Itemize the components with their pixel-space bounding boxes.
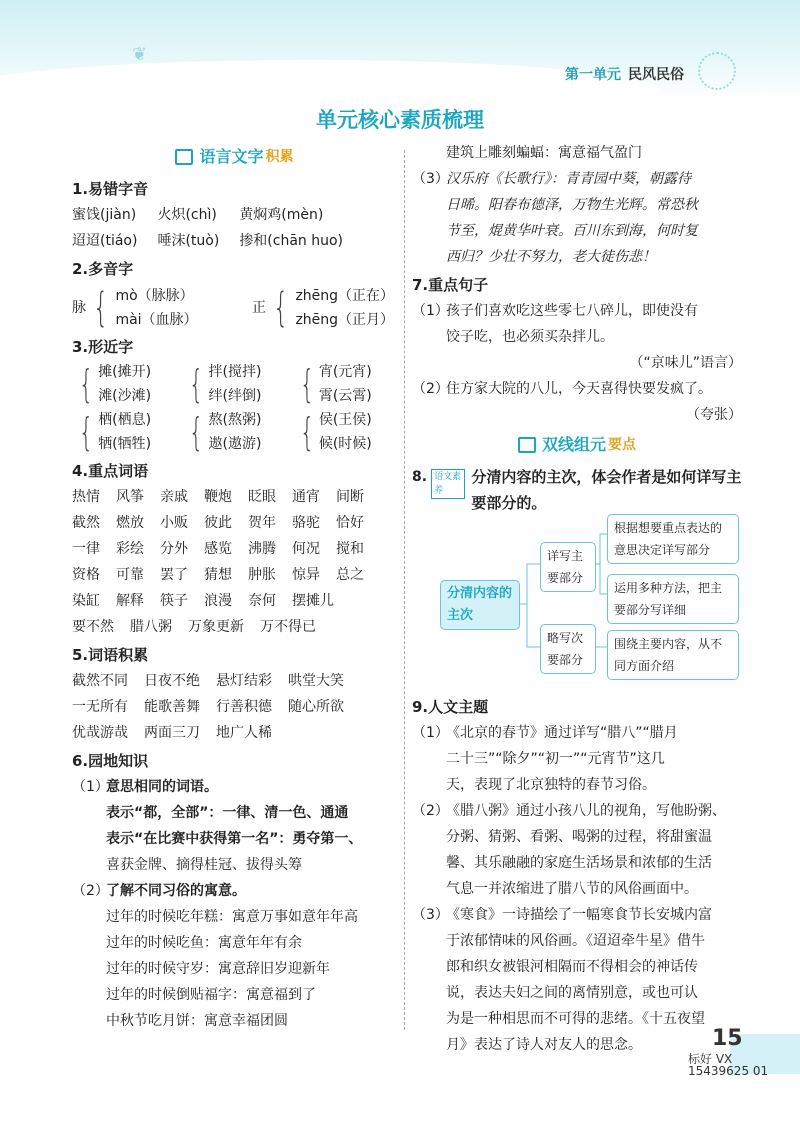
list-item: 霄(云霄) [318, 388, 372, 404]
text-line: 住方家大院的八儿，今天喜得快要发疯了。 [446, 381, 712, 397]
item-title: 意思相同的词语。 [106, 779, 218, 795]
list-item: 搅和 [336, 541, 364, 557]
list-item: 截然 [72, 515, 100, 531]
list-item: 筷子 [160, 593, 188, 609]
note: （夸张） [686, 407, 742, 423]
column-divider [404, 150, 405, 1030]
heading-7: 7.重点句子 [412, 276, 489, 294]
heading-4: 4.重点词语 [72, 462, 149, 480]
list-item: 惊异 [292, 567, 320, 583]
text-line: 为是一种相思而不可得的悲绪。《十五夜望 [446, 1011, 705, 1027]
butterfly-icon: ❦ [132, 44, 148, 65]
brace-icon: { [189, 362, 204, 406]
text-line: 分粥、猜粥、看粥、喝粥的过程，将甜蜜温 [446, 829, 712, 845]
section-header-dual [412, 430, 742, 460]
list-item: 万象更新 [188, 619, 244, 635]
garden-item-2 [72, 878, 397, 904]
list-item: 一无所有 [72, 699, 128, 715]
text-line: 过年的时候吃鱼：寓意年年有余 [106, 935, 302, 951]
list-item: 摊(摊开) [98, 364, 152, 380]
polyphone-reading: mò（脉脉） [115, 288, 194, 304]
edit-icon [518, 437, 536, 453]
watermark: 标好 VX [688, 1052, 733, 1066]
heading-1: 1.易错字音 [72, 180, 149, 198]
note: （“京味儿”语言） [629, 355, 742, 371]
polyphone-row [72, 284, 397, 332]
brace-icon: { [299, 410, 315, 454]
text-line: 西归？少壮不努力，老大徒伤悲！ [446, 249, 656, 265]
list-item: 日夜不绝 [144, 673, 200, 689]
list-item: 彼此 [204, 515, 232, 531]
list-item: 通宵 [292, 489, 320, 505]
text-line: 月》表达了诗人对友人的思念。 [446, 1037, 642, 1053]
polyphone-char: 脉 [72, 300, 86, 316]
list-item: 绊(绊倒) [208, 388, 262, 404]
brace-icon: { [78, 410, 94, 454]
similar-chars-grid [72, 360, 397, 456]
brace-icon: { [299, 362, 315, 406]
list-item: 悬灯结彩 [216, 673, 272, 689]
idioms-grid [72, 668, 397, 746]
text-line: 节至，焜黄华叶衰。百川东到海，何时复 [446, 223, 698, 239]
unit-name: 民风民俗 [628, 67, 684, 83]
text-line: 《寒食》一诗描绘了一幅寒食节长安城内富 [446, 907, 712, 923]
heading-6: 6.园地知识 [72, 752, 149, 770]
list-item: 侯(王侯) [318, 412, 372, 428]
list-item: 浪漫 [204, 593, 232, 609]
list-item: 燃放 [116, 515, 144, 531]
item-number: （2） [412, 803, 449, 819]
list-item: 栖(栖息) [98, 412, 152, 428]
heading-2: 2.多音字 [72, 260, 134, 278]
item-number: （1） [412, 303, 449, 319]
item-number: （1） [412, 725, 449, 741]
text-line: 喜获金牌、摘得桂冠、拔得头筹 [106, 857, 302, 873]
folder-icon [175, 149, 193, 165]
section-header-language [72, 142, 397, 172]
right-column [412, 140, 742, 1058]
watermark: 15439625 01 [688, 1064, 769, 1078]
section-title: 语言文字 [199, 147, 264, 166]
list-item: 奈何 [248, 593, 276, 609]
text-line: 郎和织女被银河相隔而不得相会的神话传 [446, 959, 698, 975]
sentence-2 [412, 376, 742, 402]
list-item: 摆摊儿 [292, 593, 334, 609]
item-number: （3） [412, 171, 449, 187]
similar-char-group [182, 360, 286, 408]
theme-3 [412, 902, 742, 928]
similar-char-group [293, 408, 397, 456]
list-item: 掺和(chān huo) [239, 233, 344, 249]
text-line: 二十三”“除夕”“初一”“元宵节”这几 [446, 751, 665, 767]
similar-char-group [293, 360, 397, 408]
list-item: 哄堂大笑 [288, 673, 344, 689]
list-item: 恰好 [336, 515, 364, 531]
list-item: 解释 [116, 593, 144, 609]
heading-9: 9.人文主题 [412, 698, 489, 716]
heading-3: 3.形近字 [72, 338, 134, 356]
list-item: 优哉游哉 [72, 725, 128, 741]
list-item: 候(时候) [318, 436, 372, 452]
list-item: 腊八粥 [130, 619, 172, 635]
list-item: 亲戚 [160, 489, 188, 505]
list-item: 能歌善舞 [144, 699, 200, 715]
list-item: 染缸 [72, 593, 100, 609]
item-title: 了解不同习俗的寓意。 [106, 883, 246, 899]
list-item: 风筝 [116, 489, 144, 505]
mind-map-branch: 详写主要部分 [540, 542, 596, 592]
text-line: 过年的时候倒贴福字：寓意福到了 [106, 987, 316, 1003]
polyphone-group [252, 284, 394, 332]
pronunciation-list [72, 202, 397, 254]
list-item: 何况 [292, 541, 320, 557]
theme-1 [412, 720, 742, 746]
list-item: 宵(元宵) [318, 364, 372, 380]
text-line: 过年的时候守岁：寓意辞旧岁迎新年 [106, 961, 330, 977]
page-title: 单元核心素质梳理 [316, 108, 484, 132]
question-title: 分清内容的主次，体会作者是如何详写主要部分的。 [471, 468, 742, 512]
list-item: 截然不同 [72, 673, 128, 689]
list-item: 贺年 [248, 515, 276, 531]
text-line: 过年的时候吃年糕：寓意万事如意年年高 [106, 909, 358, 925]
polyphone-group [72, 284, 252, 332]
list-item: 总之 [336, 567, 364, 583]
polyphone-reading: zhēng（正在） [295, 288, 395, 304]
list-item: 迢迢(tiáo) [72, 233, 138, 249]
list-item: 火炽(chì) [157, 207, 217, 223]
theme-2 [412, 798, 742, 824]
list-item: 可靠 [116, 567, 144, 583]
section-title: 双线组元 [541, 435, 606, 454]
mind-map-leaf: 围绕主要内容，从不同方面介绍 [607, 630, 739, 680]
item-number: （2） [412, 381, 449, 397]
list-item: 滩(沙滩) [98, 388, 152, 404]
list-item: 行善积德 [216, 699, 272, 715]
text-line: 于浓郁情味的风俗画。《迢迢牵牛星》借牛 [446, 933, 705, 949]
text-line: 说，表达夫妇之间的离情别意，或也可认 [446, 985, 698, 1001]
text-line: 表示“都，全部”：一律、清一色、通通 [106, 805, 349, 821]
item-number: （2） [72, 883, 109, 899]
list-item: 间断 [336, 489, 364, 505]
question-8 [412, 464, 742, 516]
list-item: 资格 [72, 567, 100, 583]
mind-map-leaf: 运用多种方法，把主要部分写详细 [607, 574, 739, 624]
garden-item-3 [412, 166, 742, 192]
list-item: 热情 [72, 489, 100, 505]
text-line: 中秋节吃月饼：寓意幸福团圆 [106, 1013, 288, 1029]
list-item: 猜想 [204, 567, 232, 583]
list-item: 分外 [160, 541, 188, 557]
polyphone-reading: zhēng（正月） [295, 312, 395, 328]
mind-map-branch: 略写次要部分 [540, 624, 596, 674]
similar-char-group [72, 408, 176, 456]
mind-map [412, 522, 742, 692]
brace-icon: { [93, 285, 109, 331]
text-line: 《腊八粥》通过小孩八儿的视角，写他盼粥、 [446, 803, 726, 819]
text-line: 天，表现了北京独特的春节习俗。 [446, 777, 656, 793]
list-item: 罢了 [160, 567, 188, 583]
list-item: 骆驼 [292, 515, 320, 531]
list-item: 小贩 [160, 515, 188, 531]
list-item: 蜜饯(jiàn) [72, 207, 137, 223]
list-item: 唾沫(tuò) [157, 233, 220, 249]
list-item: 要不然 [72, 619, 114, 635]
text-line: 表示“在比赛中获得第一名”：勇夺第一、 [106, 831, 363, 847]
list-item: 彩绘 [116, 541, 144, 557]
text-line: 气息一并浓缩进了腊八节的风俗画面中。 [446, 881, 698, 897]
unit-label: 第一单元 [565, 67, 621, 83]
list-item: 地广人稀 [216, 725, 272, 741]
list-item: 熬(熬粥) [208, 412, 262, 428]
list-item: 拌(搅拌) [208, 364, 262, 380]
list-item: 随心所欲 [288, 699, 344, 715]
list-item: 鞭炮 [204, 489, 232, 505]
item-number: （3） [412, 907, 449, 923]
text-line: 饺子吃，也必须买杂拌儿。 [446, 329, 614, 345]
section-subtitle: 积累 [265, 149, 294, 165]
item-number: 8. [412, 469, 428, 485]
key-words-last-row [72, 614, 397, 640]
brace-icon: { [189, 410, 204, 454]
mind-map-root: 分清内容的主次 [440, 580, 520, 630]
list-item: 两面三刀 [144, 725, 200, 741]
text-line: 日晞。阳春布德泽，万物生光辉。常恐秋 [446, 197, 698, 213]
list-item: 遨(遨游) [208, 436, 262, 452]
list-item: 牺(牺牲) [98, 436, 152, 452]
similar-char-group [182, 408, 286, 456]
text-line: 汉乐府《长歌行》：青青园中葵，朝露待 [446, 171, 691, 187]
text-line: 《北京的春节》通过详写“腊八”“腊月 [446, 725, 678, 741]
key-words-grid [72, 484, 397, 614]
list-item: 黄焖鸡(mèn) [239, 207, 324, 223]
list-item: 一律 [72, 541, 100, 557]
text-line: 孩子们喜欢吃这些零七八碎儿，即使没有 [446, 303, 698, 319]
brace-icon: { [78, 362, 94, 406]
section-subtitle: 要点 [608, 437, 636, 453]
text-line: 建筑上雕刻蝙蝠：寓意福气盈门 [446, 145, 642, 161]
sentence-1 [412, 298, 742, 324]
brace-icon: { [273, 285, 289, 331]
mind-map-leaf: 根据想要重点表达的意思决定详写部分 [607, 514, 739, 564]
left-column [72, 140, 397, 1034]
garden-item-1 [72, 774, 397, 800]
polyphone-char: 正 [252, 300, 266, 316]
page-number: 15 [712, 1026, 743, 1051]
heading-5: 5.词语积累 [72, 646, 149, 664]
flower-icon [698, 52, 736, 90]
list-item: 肿胀 [248, 567, 276, 583]
text-line: 馨、其乐融融的家庭生活场景和浓郁的生活 [446, 855, 712, 871]
similar-char-group [72, 360, 176, 408]
list-item: 沸腾 [248, 541, 276, 557]
literacy-tag: 语文素养 [431, 469, 465, 499]
item-number: （1） [72, 779, 109, 795]
list-item: 眨眼 [248, 489, 276, 505]
polyphone-reading: mài（血脉） [115, 312, 198, 328]
list-item: 感览 [204, 541, 232, 557]
list-item: 万不得已 [260, 619, 316, 635]
